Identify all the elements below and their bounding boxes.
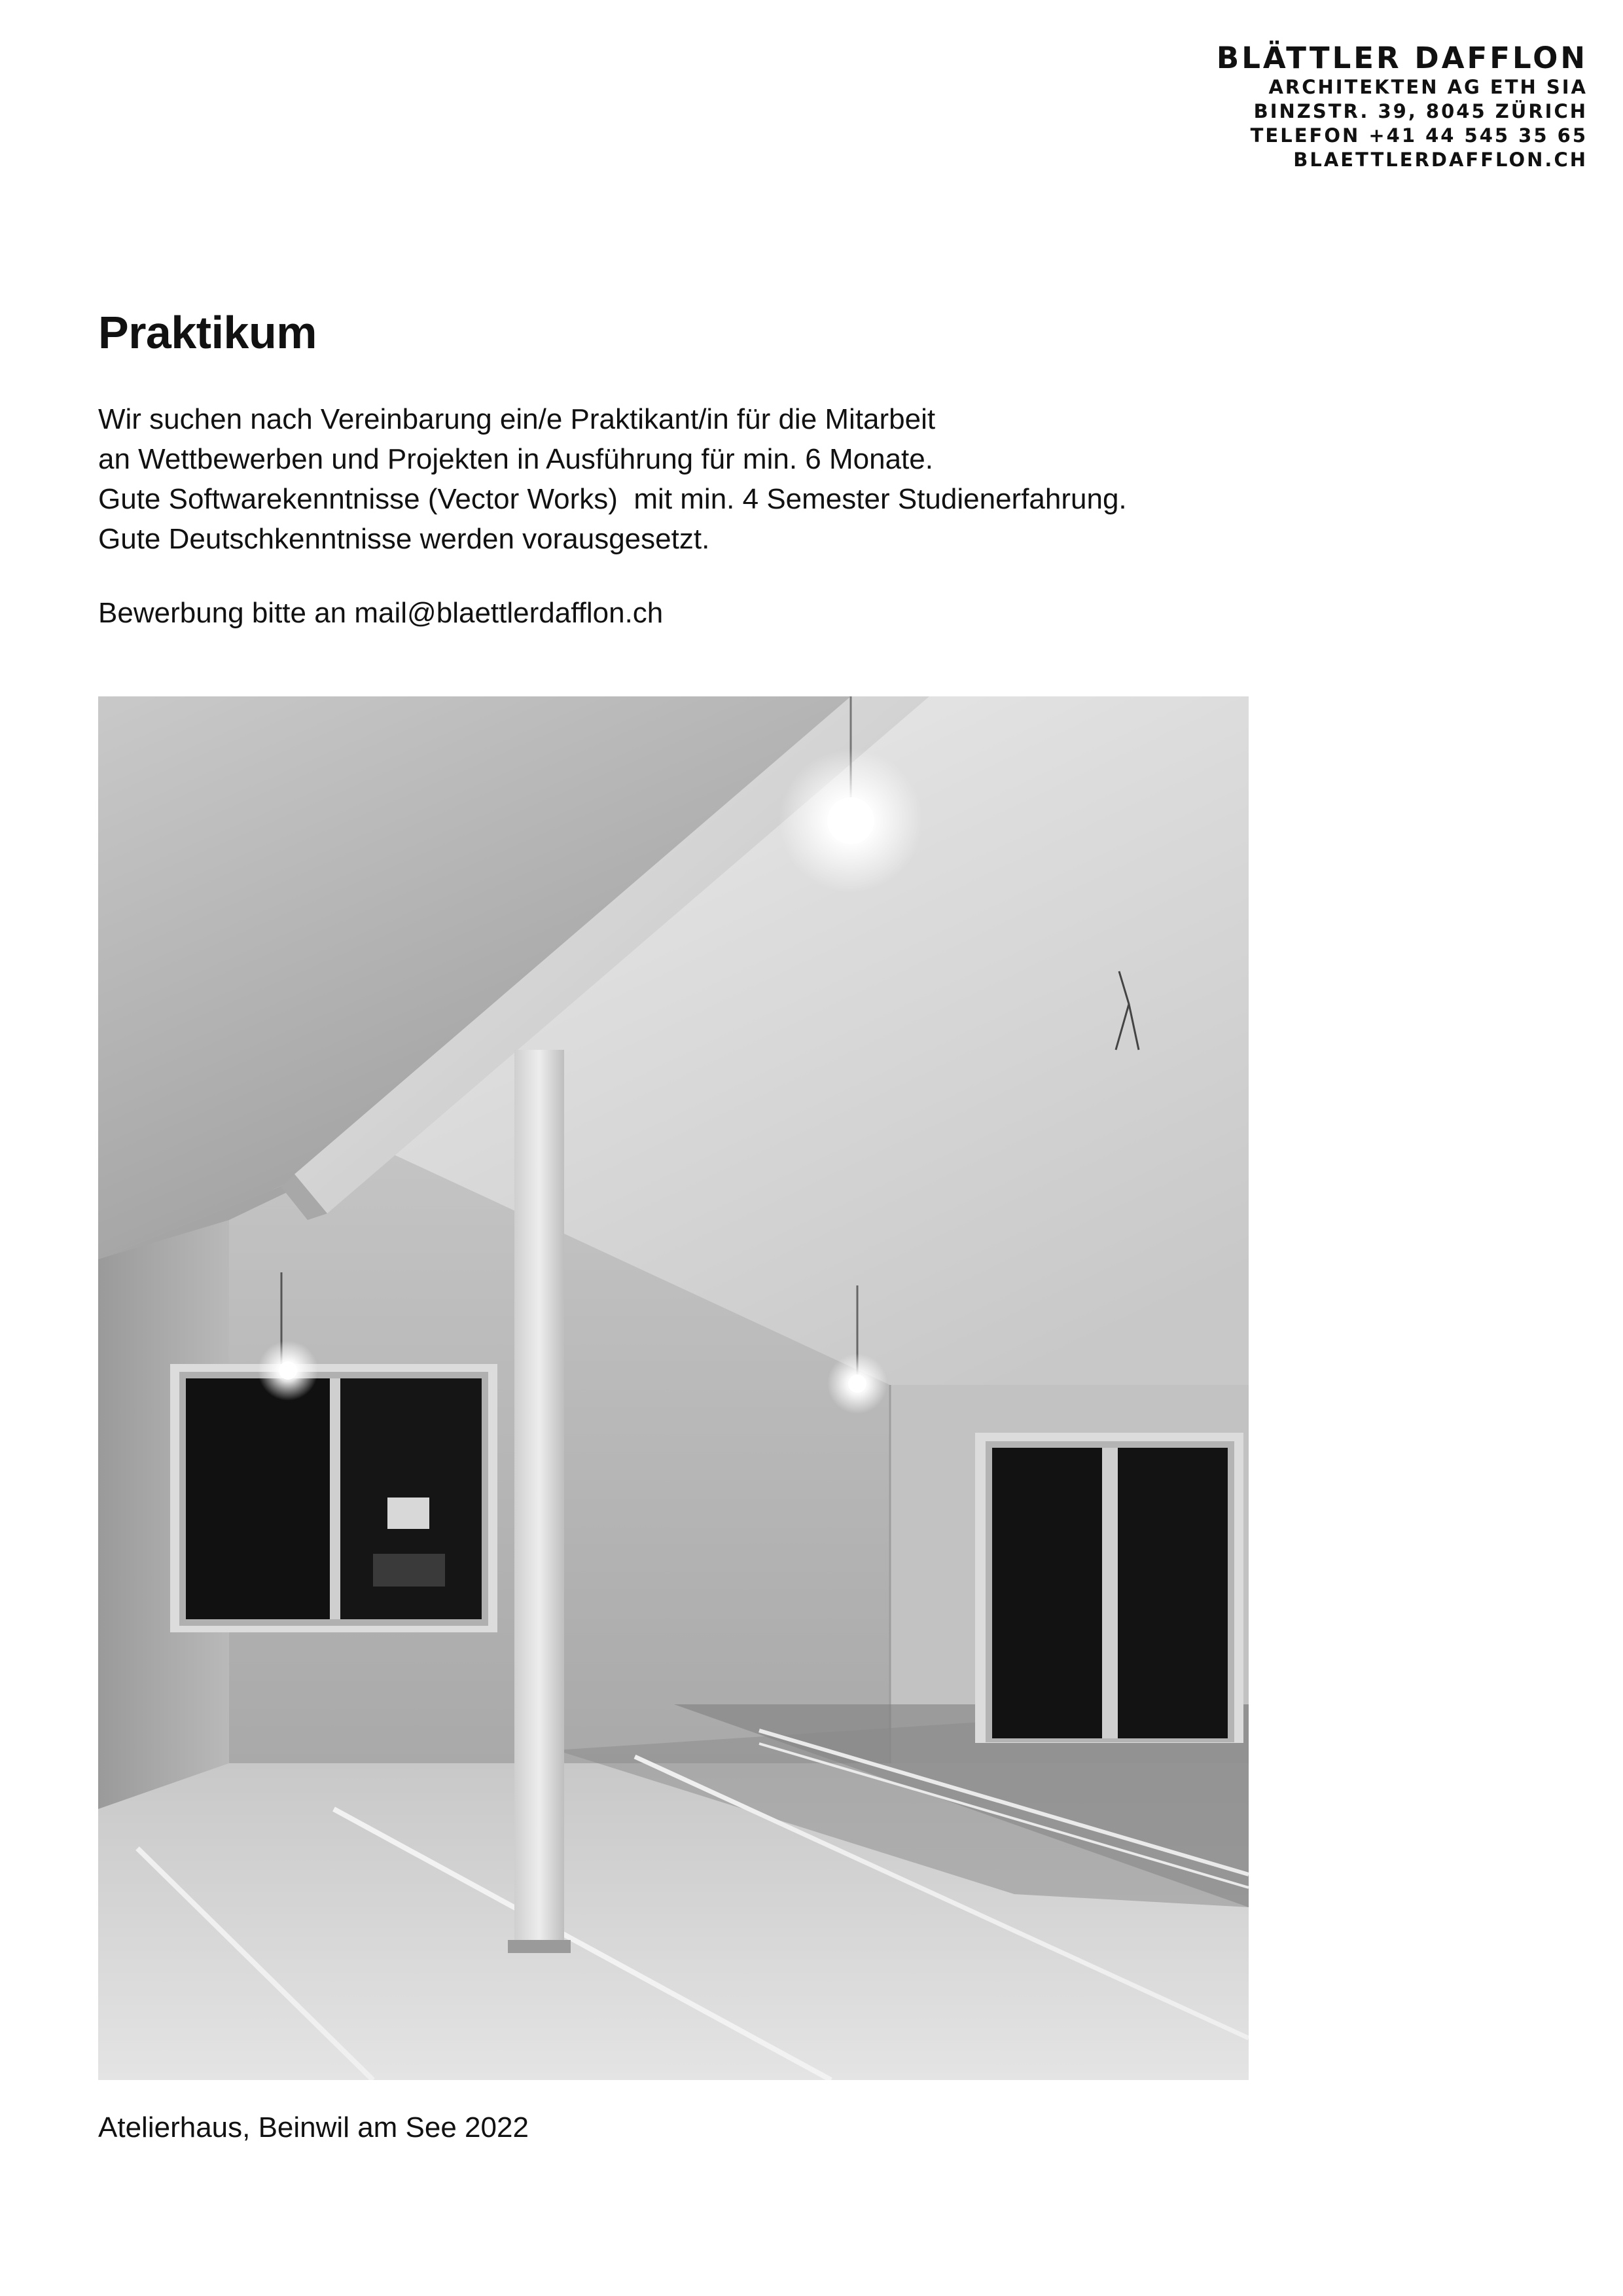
firm-address: BINZSTR. 39, 8045 ZÜRICH bbox=[1253, 100, 1588, 122]
description-line-2: an Wettbewerben und Projekten in Ausführung für min. 6 Monate. bbox=[98, 443, 933, 475]
application-contact: Bewerbung bitte an mail@blaettlerdafflon.ch bbox=[98, 597, 664, 629]
firm-subtitle: ARCHITEKTEN AG ETH SIA bbox=[1268, 76, 1588, 98]
job-description bbox=[98, 399, 1407, 559]
page-title: Praktikum bbox=[98, 307, 317, 358]
firm-website: BLAETTLERDAFFLON.CH bbox=[1293, 149, 1588, 171]
description-line-1: Wir suchen nach Vereinbarung ein/e Praktikant/in für die Mitarbeit bbox=[98, 403, 936, 435]
firm-name: BLÄTTLER DAFFLON bbox=[1216, 41, 1588, 75]
description-line-4: Gute Deutschkenntnisse werden vorausgesetzt. bbox=[98, 523, 710, 555]
firm-phone: TELEFON +41 44 545 35 65 bbox=[1250, 124, 1588, 147]
photo-caption: Atelierhaus, Beinwil am See 2022 bbox=[98, 2111, 529, 2144]
description-line-3: Gute Softwarekenntnisse (Vector Works) mit min. 4 Semester Studienerfahrung. bbox=[98, 483, 1127, 515]
letterhead bbox=[1217, 43, 1588, 170]
interior-photo bbox=[98, 696, 1249, 2080]
